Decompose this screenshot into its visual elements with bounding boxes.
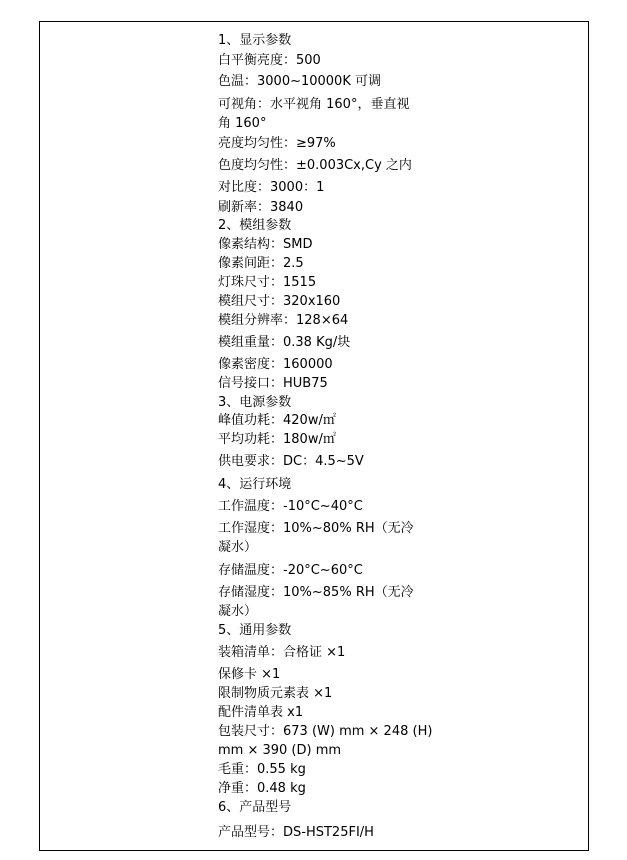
spec-line: 色温：3000~10000K 可调 xyxy=(218,74,381,89)
spec-line: 配件清单表 x1 xyxy=(218,705,304,720)
spec-line: 对比度：3000：1 xyxy=(218,180,325,195)
spec-line: 像素结构：SMD xyxy=(218,237,313,252)
spec-line: 模组重量：0.38 Kg/块 xyxy=(218,335,351,350)
spec-line: 装箱清单：合格证 ×1 xyxy=(218,645,346,660)
spec-line: 毛重：0.55 kg xyxy=(218,762,306,777)
spec-line: 供电要求：DC：4.5~5V xyxy=(218,454,364,469)
spec-line: 可视角：水平视角 160°，垂直视 xyxy=(218,97,410,112)
section-heading-display: 1、显示参数 xyxy=(218,33,292,48)
spec-line: 信号接口：HUB75 xyxy=(218,376,328,391)
spec-line: 产品型号：DS-HST25FI/H xyxy=(218,825,374,840)
section-heading-model: 6、产品型号 xyxy=(218,800,292,815)
spec-line: 工作湿度：10%~80% RH（无冷 xyxy=(218,521,414,536)
spec-line: 凝水） xyxy=(218,540,258,555)
spec-line: 凝水） xyxy=(218,604,258,619)
spec-line: 角 160° xyxy=(218,116,267,131)
spec-line: 模组尺寸：320x160 xyxy=(218,294,341,309)
spec-line: 亮度均匀性：≥97% xyxy=(218,136,336,151)
section-heading-general: 5、通用参数 xyxy=(218,623,292,638)
spec-line: 像素间距：2.5 xyxy=(218,256,304,271)
spec-line: 像素密度：160000 xyxy=(218,357,333,372)
section-heading-environment: 4、运行环境 xyxy=(218,477,292,492)
spec-line: 峰值功耗：420w/㎡ xyxy=(218,413,336,428)
spec-line: 刷新率：3840 xyxy=(218,200,304,215)
section-heading-power: 3、电源参数 xyxy=(218,395,292,410)
spec-line: 存储温度：-20°C~60°C xyxy=(218,563,363,578)
spec-line: 模组分辨率：128×64 xyxy=(218,313,349,328)
spec-line: 限制物质元素表 ×1 xyxy=(218,686,333,701)
spec-line: 包装尺寸：673 (W) mm × 248 (H) xyxy=(218,724,433,739)
spec-line: mm × 390 (D) mm xyxy=(218,743,342,758)
spec-line: 工作温度：-10°C~40°C xyxy=(218,499,363,514)
spec-line: 白平衡亮度：500 xyxy=(218,53,321,68)
spec-sheet-frame xyxy=(39,21,589,851)
section-heading-module: 2、模组参数 xyxy=(218,218,292,233)
spec-line: 存储湿度：10%~85% RH（无冷 xyxy=(218,585,414,600)
spec-line: 色度均匀性：±0.003Cx,Cy 之内 xyxy=(218,158,412,173)
spec-line: 净重：0.48 kg xyxy=(218,781,306,796)
spec-line: 平均功耗：180w/㎡ xyxy=(218,432,336,447)
spec-line: 保修卡 ×1 xyxy=(218,667,281,682)
spec-line: 灯珠尺寸：1515 xyxy=(218,275,317,290)
